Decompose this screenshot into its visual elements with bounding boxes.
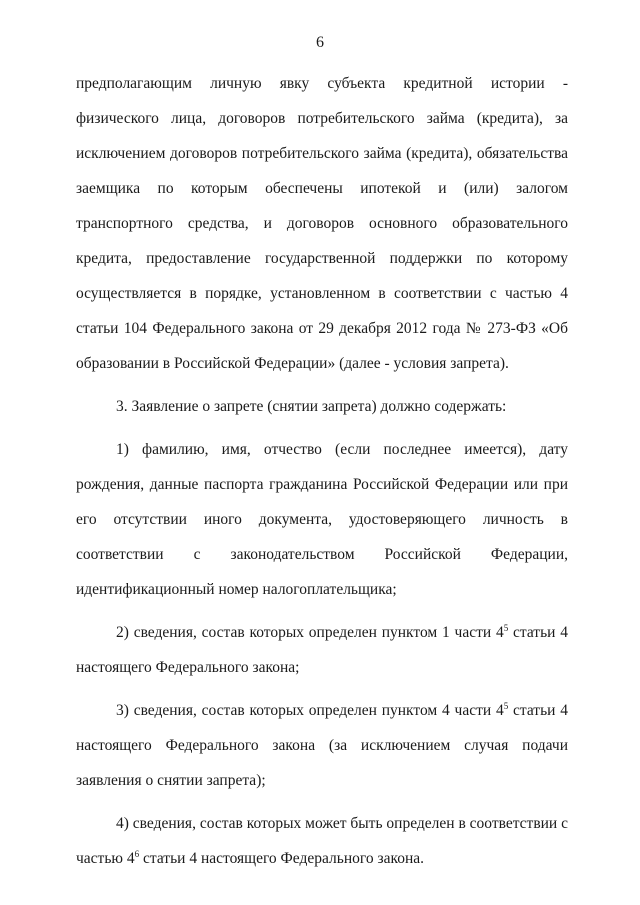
document-body (76, 66, 568, 884)
subitem-3-tail: статьи 4 настоящего Федерального закона (за исключением случая подачи заявления о снятии запрета); (76, 702, 568, 789)
subitem-3-text: 3) сведения, состав которых определен пунктом 4 части 4 (116, 702, 504, 719)
superscript-6: 6 (134, 848, 140, 859)
paragraph-item-3: 3. Заявление о запрете (снятии запрета) должно содержать: (116, 398, 507, 415)
subitem-2-tail: статьи 4 настоящего Федерального закона; (76, 624, 568, 676)
superscript-5: 5 (503, 622, 509, 633)
subitem-4-text: 4) сведения, состав которых может быть определен в соответствии с частью 4 (76, 815, 568, 867)
paragraph-subitem-2 (76, 615, 568, 685)
paragraph-subitem-3 (76, 693, 568, 798)
superscript-5: 5 (503, 700, 509, 711)
paragraph-continuation: предполагающим личную явку субъекта кредитной истории - физического лица, договоров потребительского займа (кредита), за исключением договоров потребительского займа (кредита), обязательства заемщика по которым обеспечены ипотекой и (или) залогом транспортного средства, и договоров основного образовательного кредита, предоставление государственной поддержки по которому осуществляется в порядке, установленном в соответствии с частью 4 статьи 104 Федерального закона от 29 декабря 2012 года № 273-ФЗ «Об образовании в Российской Федерации» (далее - условия запрета). (76, 75, 568, 372)
subitem-2-text: 2) сведения, состав которых определен пунктом 1 части 4 (116, 624, 504, 641)
paragraph-subitem-1: 1) фамилию, имя, отчество (если последнее имеется), дату рождения, данные паспорта гражданина Российской Федерации или при его отсутствии иного документа, удостоверяющего личность в соответствии с законодательством Российской Федерации, идентификационный номер налогоплательщика; (76, 441, 568, 598)
paragraph-subitem-4 (76, 806, 568, 876)
subitem-4-tail: статьи 4 настоящего Федерального закона. (139, 850, 425, 867)
page-number: 6 (316, 34, 324, 51)
